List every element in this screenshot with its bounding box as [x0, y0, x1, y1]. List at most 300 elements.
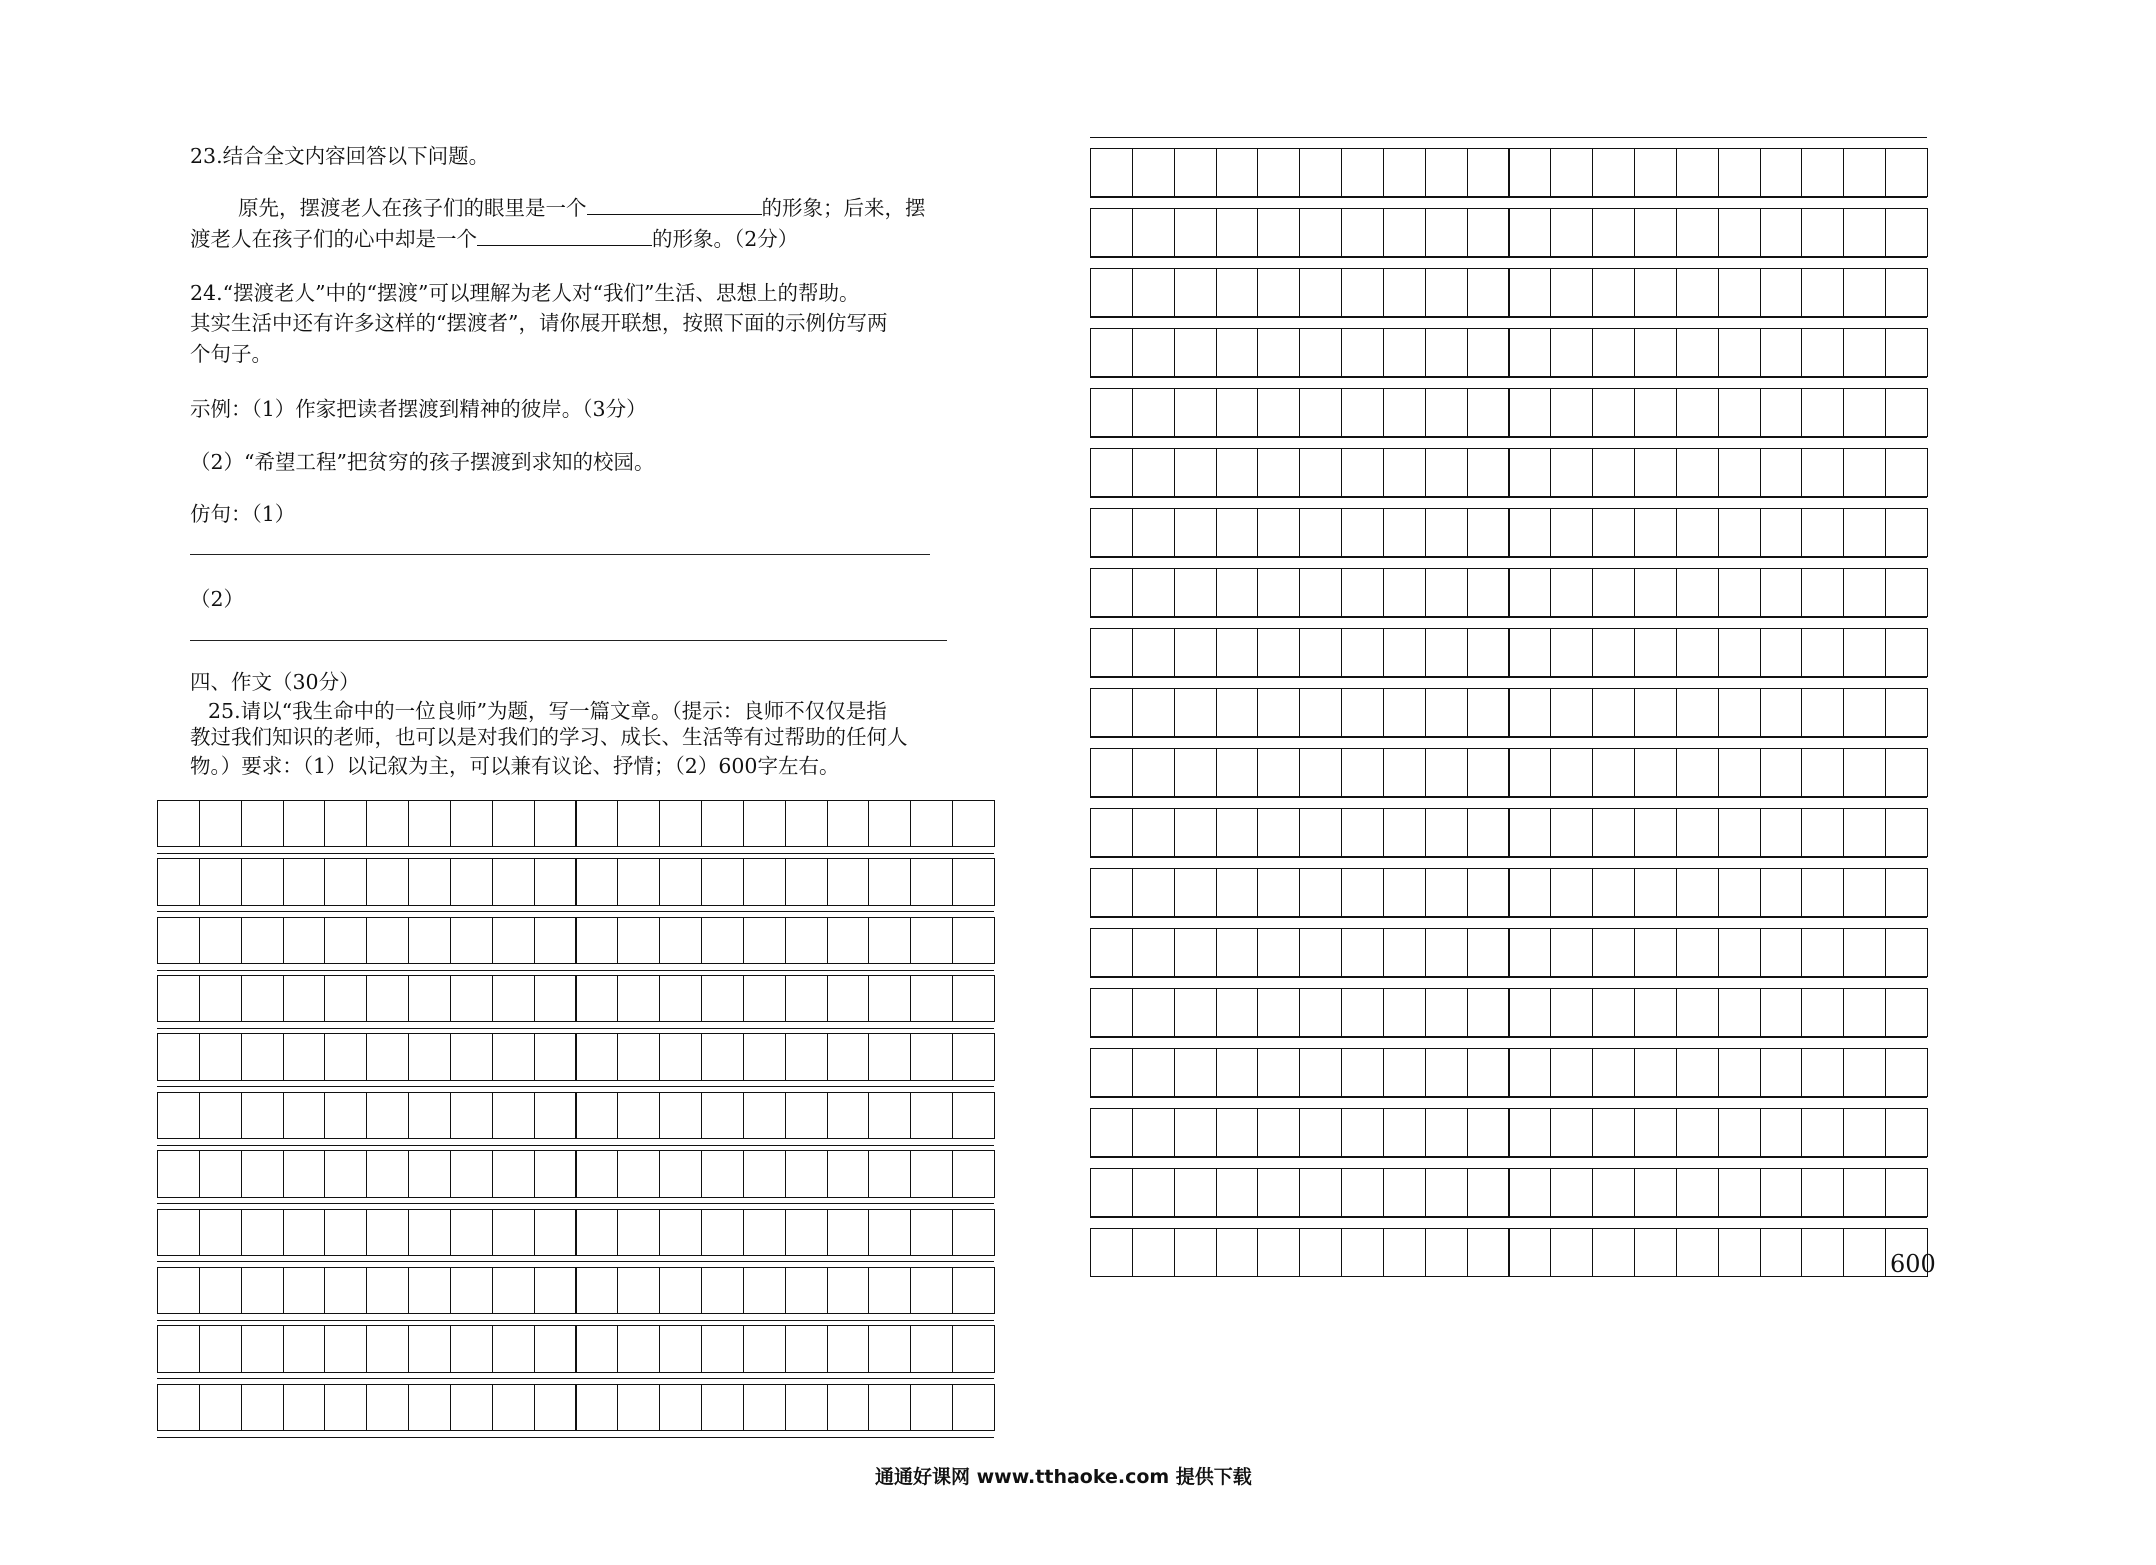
grid-cell[interactable] [1425, 508, 1468, 557]
grid-cell[interactable] [1509, 508, 1552, 557]
q23-blank-1[interactable] [587, 214, 762, 215]
grid-cell[interactable] [1383, 748, 1426, 797]
grid-cell[interactable] [324, 975, 367, 1022]
grid-cell[interactable] [952, 800, 995, 847]
grid-cell[interactable] [1509, 748, 1552, 797]
grid-cell[interactable] [199, 1325, 242, 1372]
grid-cell[interactable] [241, 1325, 284, 1372]
grid-cell[interactable] [1550, 148, 1593, 197]
grid-cell[interactable] [868, 1209, 911, 1256]
grid-cell[interactable] [1174, 208, 1217, 257]
grid-cell[interactable] [1885, 508, 1928, 557]
grid-cell[interactable] [241, 975, 284, 1022]
grid-cell[interactable] [408, 1209, 451, 1256]
grid-cell[interactable] [1341, 808, 1384, 857]
grid-cell[interactable] [1299, 208, 1342, 257]
grid-cell[interactable] [1299, 868, 1342, 917]
grid-cell[interactable] [1509, 1228, 1552, 1277]
grid-cell[interactable] [1257, 388, 1300, 437]
grid-cell[interactable] [1467, 988, 1510, 1037]
grid-cell[interactable] [1299, 1228, 1342, 1277]
grid-cell[interactable] [1425, 868, 1468, 917]
grid-cell[interactable] [534, 1033, 577, 1080]
grid-cell[interactable] [1341, 928, 1384, 977]
grid-cell[interactable] [1341, 628, 1384, 677]
grid-cell[interactable] [910, 858, 953, 905]
grid-cell[interactable] [241, 1092, 284, 1139]
grid-cell[interactable] [617, 1092, 660, 1139]
grid-cell[interactable] [1509, 1048, 1552, 1097]
grid-cell[interactable] [1718, 928, 1761, 977]
grid-cell[interactable] [1843, 808, 1886, 857]
grid-cell[interactable] [1383, 1048, 1426, 1097]
grid-cell[interactable] [1634, 688, 1677, 737]
grid-cell[interactable] [827, 800, 870, 847]
grid-cell[interactable] [1718, 148, 1761, 197]
grid-cell[interactable] [408, 975, 451, 1022]
grid-cell[interactable] [534, 1325, 577, 1372]
grid-cell[interactable] [785, 1267, 828, 1314]
grid-cell[interactable] [1132, 928, 1175, 977]
grid-cell[interactable] [366, 975, 409, 1022]
grid-cell[interactable] [1174, 1228, 1217, 1277]
grid-cell[interactable] [659, 1092, 702, 1139]
grid-cell[interactable] [1383, 628, 1426, 677]
grid-cell[interactable] [701, 1267, 744, 1314]
grid-cell[interactable] [450, 1150, 493, 1197]
grid-cell[interactable] [366, 858, 409, 905]
grid-cell[interactable] [1257, 508, 1300, 557]
grid-cell[interactable] [1550, 388, 1593, 437]
grid-cell[interactable] [1592, 988, 1635, 1037]
grid-cell[interactable] [241, 1150, 284, 1197]
grid-cell[interactable] [1801, 448, 1844, 497]
grid-cell[interactable] [785, 975, 828, 1022]
grid-cell[interactable] [1090, 268, 1133, 317]
grid-cell[interactable] [1216, 688, 1259, 737]
grid-cell[interactable] [1341, 688, 1384, 737]
grid-cell[interactable] [1718, 208, 1761, 257]
grid-cell[interactable] [1174, 1048, 1217, 1097]
grid-cell[interactable] [1843, 268, 1886, 317]
grid-cell[interactable] [1341, 448, 1384, 497]
grid-cell[interactable] [1550, 628, 1593, 677]
grid-cell[interactable] [1383, 1228, 1426, 1277]
grid-cell[interactable] [1257, 628, 1300, 677]
grid-cell[interactable] [1425, 1048, 1468, 1097]
grid-cell[interactable] [785, 1325, 828, 1372]
grid-cell[interactable] [1341, 1048, 1384, 1097]
grid-cell[interactable] [283, 858, 326, 905]
grid-cell[interactable] [1676, 1108, 1719, 1157]
grid-cell[interactable] [743, 1325, 786, 1372]
grid-cell[interactable] [1760, 988, 1803, 1037]
grid-cell[interactable] [324, 917, 367, 964]
grid-cell[interactable] [659, 1033, 702, 1080]
grid-cell[interactable] [1550, 1108, 1593, 1157]
grid-cell[interactable] [701, 1209, 744, 1256]
grid-cell[interactable] [1341, 148, 1384, 197]
grid-cell[interactable] [1592, 628, 1635, 677]
grid-cell[interactable] [659, 1209, 702, 1256]
grid-cell[interactable] [1216, 148, 1259, 197]
grid-cell[interactable] [1760, 268, 1803, 317]
grid-cell[interactable] [1801, 148, 1844, 197]
grid-cell[interactable] [576, 800, 619, 847]
grid-cell[interactable] [283, 1033, 326, 1080]
grid-cell[interactable] [617, 800, 660, 847]
grid-cell[interactable] [827, 1267, 870, 1314]
grid-cell[interactable] [743, 975, 786, 1022]
grid-cell[interactable] [617, 1267, 660, 1314]
grid-cell[interactable] [1718, 748, 1761, 797]
grid-cell[interactable] [1132, 448, 1175, 497]
grid-cell[interactable] [743, 1092, 786, 1139]
grid-cell[interactable] [408, 917, 451, 964]
grid-cell[interactable] [1467, 928, 1510, 977]
grid-cell[interactable] [617, 1384, 660, 1431]
grid-cell[interactable] [1299, 688, 1342, 737]
grid-cell[interactable] [952, 1325, 995, 1372]
grid-cell[interactable] [1174, 868, 1217, 917]
grid-cell[interactable] [701, 858, 744, 905]
grid-cell[interactable] [1383, 328, 1426, 377]
grid-cell[interactable] [366, 1150, 409, 1197]
grid-cell[interactable] [1550, 748, 1593, 797]
grid-cell[interactable] [1676, 268, 1719, 317]
grid-cell[interactable] [1634, 328, 1677, 377]
grid-cell[interactable] [1341, 988, 1384, 1037]
grid-cell[interactable] [701, 975, 744, 1022]
grid-cell[interactable] [1760, 688, 1803, 737]
grid-cell[interactable] [1467, 1168, 1510, 1217]
grid-cell[interactable] [576, 1033, 619, 1080]
grid-cell[interactable] [1550, 268, 1593, 317]
grid-cell[interactable] [1634, 148, 1677, 197]
grid-cell[interactable] [1216, 328, 1259, 377]
grid-cell[interactable] [1216, 208, 1259, 257]
grid-cell[interactable] [1801, 1048, 1844, 1097]
grid-cell[interactable] [617, 858, 660, 905]
grid-cell[interactable] [1299, 988, 1342, 1037]
grid-cell[interactable] [868, 1325, 911, 1372]
grid-cell[interactable] [1467, 448, 1510, 497]
grid-cell[interactable] [1885, 808, 1928, 857]
grid-cell[interactable] [1760, 1228, 1803, 1277]
grid-cell[interactable] [408, 800, 451, 847]
grid-cell[interactable] [1885, 388, 1928, 437]
grid-cell[interactable] [1550, 448, 1593, 497]
grid-cell[interactable] [1509, 808, 1552, 857]
grid-cell[interactable] [1509, 928, 1552, 977]
grid-cell[interactable] [1383, 928, 1426, 977]
grid-cell[interactable] [1299, 808, 1342, 857]
grid-cell[interactable] [1132, 508, 1175, 557]
grid-cell[interactable] [743, 1150, 786, 1197]
grid-cell[interactable] [1216, 1108, 1259, 1157]
grid-cell[interactable] [659, 1267, 702, 1314]
grid-cell[interactable] [1257, 328, 1300, 377]
grid-cell[interactable] [1299, 148, 1342, 197]
grid-cell[interactable] [910, 1033, 953, 1080]
grid-cell[interactable] [1843, 568, 1886, 617]
grid-cell[interactable] [366, 1033, 409, 1080]
grid-cell[interactable] [1299, 448, 1342, 497]
grid-cell[interactable] [1843, 208, 1886, 257]
grid-cell[interactable] [1885, 928, 1928, 977]
grid-cell[interactable] [1257, 748, 1300, 797]
grid-cell[interactable] [1760, 1168, 1803, 1217]
grid-cell[interactable] [827, 1033, 870, 1080]
grid-cell[interactable] [1801, 508, 1844, 557]
grid-cell[interactable] [1467, 808, 1510, 857]
grid-cell[interactable] [1257, 268, 1300, 317]
grid-cell[interactable] [1885, 748, 1928, 797]
grid-cell[interactable] [1843, 1228, 1886, 1277]
grid-cell[interactable] [1467, 1108, 1510, 1157]
grid-cell[interactable] [1801, 988, 1844, 1037]
grid-cell[interactable] [1132, 568, 1175, 617]
grid-cell[interactable] [785, 800, 828, 847]
grid-cell[interactable] [1132, 208, 1175, 257]
grid-cell[interactable] [1592, 268, 1635, 317]
grid-cell[interactable] [1801, 928, 1844, 977]
grid-cell[interactable] [827, 975, 870, 1022]
grid-cell[interactable] [1174, 148, 1217, 197]
grid-cell[interactable] [199, 1033, 242, 1080]
grid-cell[interactable] [1843, 1108, 1886, 1157]
grid-cell[interactable] [1676, 388, 1719, 437]
grid-cell[interactable] [1676, 448, 1719, 497]
grid-cell[interactable] [868, 1267, 911, 1314]
grid-cell[interactable] [1425, 448, 1468, 497]
grid-cell[interactable] [1174, 448, 1217, 497]
grid-cell[interactable] [1550, 688, 1593, 737]
grid-cell[interactable] [576, 1150, 619, 1197]
grid-cell[interactable] [1801, 1168, 1844, 1217]
grid-cell[interactable] [1885, 1168, 1928, 1217]
grid-cell[interactable] [1634, 568, 1677, 617]
grid-cell[interactable] [1760, 328, 1803, 377]
grid-cell[interactable] [157, 917, 200, 964]
grid-cell[interactable] [1257, 688, 1300, 737]
grid-cell[interactable] [1509, 628, 1552, 677]
grid-cell[interactable] [1257, 928, 1300, 977]
grid-cell[interactable] [408, 1325, 451, 1372]
grid-cell[interactable] [659, 1150, 702, 1197]
grid-cell[interactable] [1634, 388, 1677, 437]
grid-cell[interactable] [1383, 868, 1426, 917]
grid-cell[interactable] [1676, 568, 1719, 617]
grid-cell[interactable] [283, 1384, 326, 1431]
grid-cell[interactable] [324, 1209, 367, 1256]
grid-cell[interactable] [1801, 208, 1844, 257]
grid-cell[interactable] [1843, 1168, 1886, 1217]
grid-cell[interactable] [1843, 508, 1886, 557]
grid-cell[interactable] [701, 1150, 744, 1197]
grid-cell[interactable] [785, 1150, 828, 1197]
grid-cell[interactable] [743, 1209, 786, 1256]
grid-cell[interactable] [576, 1092, 619, 1139]
grid-cell[interactable] [785, 1033, 828, 1080]
grid-cell[interactable] [1174, 1108, 1217, 1157]
grid-cell[interactable] [1425, 268, 1468, 317]
grid-cell[interactable] [1090, 388, 1133, 437]
grid-cell[interactable] [1634, 748, 1677, 797]
grid-cell[interactable] [1216, 388, 1259, 437]
grid-cell[interactable] [1760, 148, 1803, 197]
grid-cell[interactable] [576, 1209, 619, 1256]
grid-cell[interactable] [1383, 148, 1426, 197]
grid-cell[interactable] [1550, 208, 1593, 257]
grid-cell[interactable] [1174, 748, 1217, 797]
grid-cell[interactable] [868, 975, 911, 1022]
grid-cell[interactable] [1132, 1048, 1175, 1097]
grid-cell[interactable] [1592, 1048, 1635, 1097]
grid-cell[interactable] [199, 858, 242, 905]
grid-cell[interactable] [1341, 1228, 1384, 1277]
grid-cell[interactable] [1132, 388, 1175, 437]
grid-cell[interactable] [1467, 868, 1510, 917]
grid-cell[interactable] [701, 1384, 744, 1431]
grid-cell[interactable] [1383, 268, 1426, 317]
grid-cell[interactable] [534, 1209, 577, 1256]
grid-cell[interactable] [1257, 148, 1300, 197]
grid-cell[interactable] [1634, 448, 1677, 497]
grid-cell[interactable] [492, 1325, 535, 1372]
grid-cell[interactable] [1090, 988, 1133, 1037]
grid-cell[interactable] [1509, 988, 1552, 1037]
grid-cell[interactable] [827, 917, 870, 964]
grid-cell[interactable] [617, 1325, 660, 1372]
grid-cell[interactable] [199, 1267, 242, 1314]
grid-cell[interactable] [283, 1267, 326, 1314]
grid-cell[interactable] [1550, 1168, 1593, 1217]
grid-cell[interactable] [1634, 508, 1677, 557]
grid-cell[interactable] [1718, 988, 1761, 1037]
grid-cell[interactable] [1718, 268, 1761, 317]
grid-cell[interactable] [1257, 568, 1300, 617]
grid-cell[interactable] [1509, 388, 1552, 437]
grid-cell[interactable] [1592, 448, 1635, 497]
grid-cell[interactable] [408, 858, 451, 905]
grid-cell[interactable] [283, 1092, 326, 1139]
grid-cell[interactable] [1132, 988, 1175, 1037]
grid-cell[interactable] [1383, 568, 1426, 617]
grid-cell[interactable] [283, 917, 326, 964]
grid-cell[interactable] [1425, 688, 1468, 737]
grid-cell[interactable] [1592, 568, 1635, 617]
grid-cell[interactable] [785, 1209, 828, 1256]
grid-cell[interactable] [283, 800, 326, 847]
grid-cell[interactable] [1425, 808, 1468, 857]
grid-cell[interactable] [1718, 328, 1761, 377]
grid-cell[interactable] [1174, 1168, 1217, 1217]
grid-cell[interactable] [1341, 1168, 1384, 1217]
grid-cell[interactable] [1760, 388, 1803, 437]
grid-cell[interactable] [1676, 1168, 1719, 1217]
grid-cell[interactable] [659, 1325, 702, 1372]
grid-cell[interactable] [1216, 1048, 1259, 1097]
grid-cell[interactable] [1341, 748, 1384, 797]
grid-cell[interactable] [1425, 988, 1468, 1037]
grid-cell[interactable] [1592, 1228, 1635, 1277]
grid-cell[interactable] [1718, 1048, 1761, 1097]
grid-cell[interactable] [743, 917, 786, 964]
grid-cell[interactable] [910, 917, 953, 964]
grid-cell[interactable] [1801, 388, 1844, 437]
grid-cell[interactable] [785, 1092, 828, 1139]
grid-cell[interactable] [1760, 568, 1803, 617]
grid-cell[interactable] [659, 975, 702, 1022]
grid-cell[interactable] [157, 800, 200, 847]
grid-cell[interactable] [827, 1092, 870, 1139]
grid-cell[interactable] [324, 1092, 367, 1139]
grid-cell[interactable] [450, 1325, 493, 1372]
grid-cell[interactable] [868, 917, 911, 964]
grid-cell[interactable] [492, 1150, 535, 1197]
grid-cell[interactable] [1634, 628, 1677, 677]
grid-cell[interactable] [785, 1384, 828, 1431]
grid-cell[interactable] [743, 1267, 786, 1314]
grid-cell[interactable] [1760, 1048, 1803, 1097]
grid-cell[interactable] [1634, 988, 1677, 1037]
grid-cell[interactable] [1257, 988, 1300, 1037]
grid-cell[interactable] [1718, 388, 1761, 437]
grid-cell[interactable] [1425, 1108, 1468, 1157]
grid-cell[interactable] [743, 858, 786, 905]
grid-cell[interactable] [1174, 568, 1217, 617]
grid-cell[interactable] [868, 858, 911, 905]
grid-cell[interactable] [1718, 1108, 1761, 1157]
grid-cell[interactable] [1341, 208, 1384, 257]
grid-cell[interactable] [1425, 148, 1468, 197]
grid-cell[interactable] [366, 1092, 409, 1139]
grid-cell[interactable] [1885, 208, 1928, 257]
grid-cell[interactable] [1383, 208, 1426, 257]
grid-cell[interactable] [1383, 1108, 1426, 1157]
grid-cell[interactable] [157, 1384, 200, 1431]
grid-cell[interactable] [1299, 928, 1342, 977]
grid-cell[interactable] [157, 1150, 200, 1197]
grid-cell[interactable] [1257, 448, 1300, 497]
grid-cell[interactable] [1257, 868, 1300, 917]
grid-cell[interactable] [534, 917, 577, 964]
grid-cell[interactable] [701, 1092, 744, 1139]
grid-cell[interactable] [1257, 1108, 1300, 1157]
grid-cell[interactable] [1885, 988, 1928, 1037]
grid-cell[interactable] [1843, 628, 1886, 677]
grid-cell[interactable] [1718, 508, 1761, 557]
grid-cell[interactable] [701, 1033, 744, 1080]
grid-cell[interactable] [617, 1209, 660, 1256]
grid-cell[interactable] [1383, 388, 1426, 437]
grid-cell[interactable] [324, 858, 367, 905]
grid-cell[interactable] [785, 858, 828, 905]
grid-cell[interactable] [1216, 988, 1259, 1037]
grid-cell[interactable] [199, 1384, 242, 1431]
grid-cell[interactable] [1550, 1228, 1593, 1277]
grid-cell[interactable] [1132, 328, 1175, 377]
grid-cell[interactable] [1467, 268, 1510, 317]
grid-cell[interactable] [1090, 808, 1133, 857]
grid-cell[interactable] [576, 858, 619, 905]
grid-cell[interactable] [1425, 208, 1468, 257]
grid-cell[interactable] [1801, 628, 1844, 677]
grid-cell[interactable] [1676, 208, 1719, 257]
grid-cell[interactable] [199, 1209, 242, 1256]
grid-cell[interactable] [1760, 448, 1803, 497]
